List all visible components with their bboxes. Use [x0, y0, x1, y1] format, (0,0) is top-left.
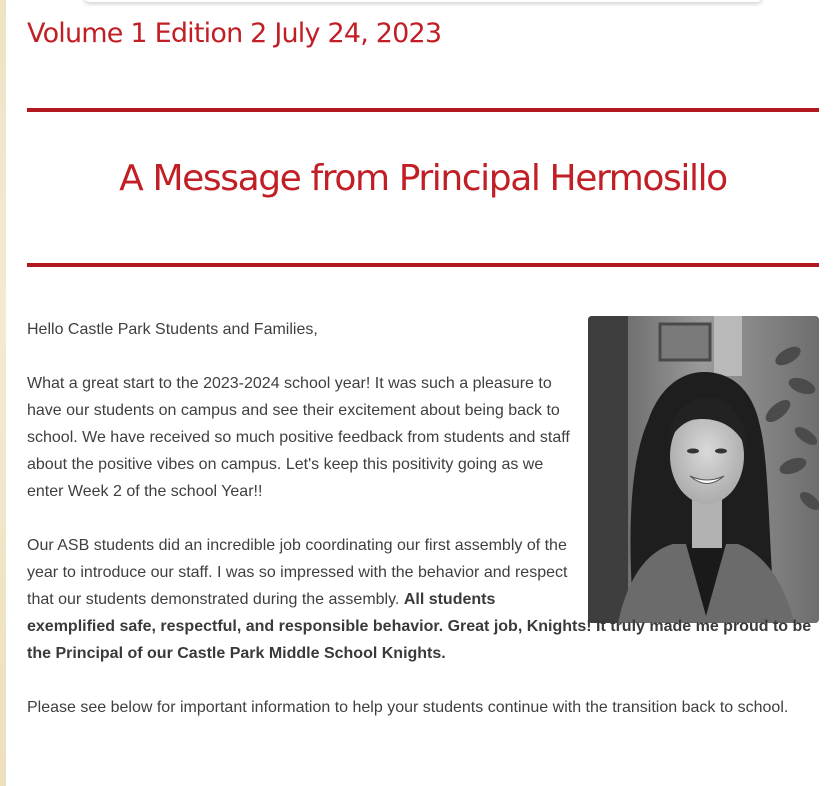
paragraph-assembly-bold: All students exemplified safe, respectful, and responsible behavior. Great job, Knights! It truly made me proud to be the Principal of our Castle Park Middle School Knights.	[27, 591, 812, 662]
divider-bottom	[27, 263, 819, 267]
paragraph-transition: Please see below for important information to help your students continue with the transition back to school.	[27, 699, 789, 716]
paragraph-assembly-text: Our ASB students did an incredible job coordinating our first assembly of the year to introduce our staff. I was so impressed with the behavior and respect that our students demonstrated during the assembly.	[27, 537, 568, 608]
divider-top	[27, 108, 819, 112]
greeting: Hello Castle Park Students and Families,	[27, 321, 318, 338]
page-title: A Message from Principal Hermosillo	[119, 158, 727, 199]
principal-message	[27, 316, 819, 748]
edition-line: Volume 1 Edition 2 July 24, 2023	[27, 18, 442, 49]
previous-block-edge	[84, 0, 762, 2]
page-background-edge	[0, 0, 6, 786]
paragraph-welcome: What a great start to the 2023-2024 school year! It was such a pleasure to have our students on campus and see their excitement about being back to school. We have received so much positive feedback from students and staff about the positive vibes on campus. Let's keep this positivity going as we enter Week 2 of the school Year!!	[27, 375, 570, 500]
paragraph-assembly	[27, 532, 819, 667]
